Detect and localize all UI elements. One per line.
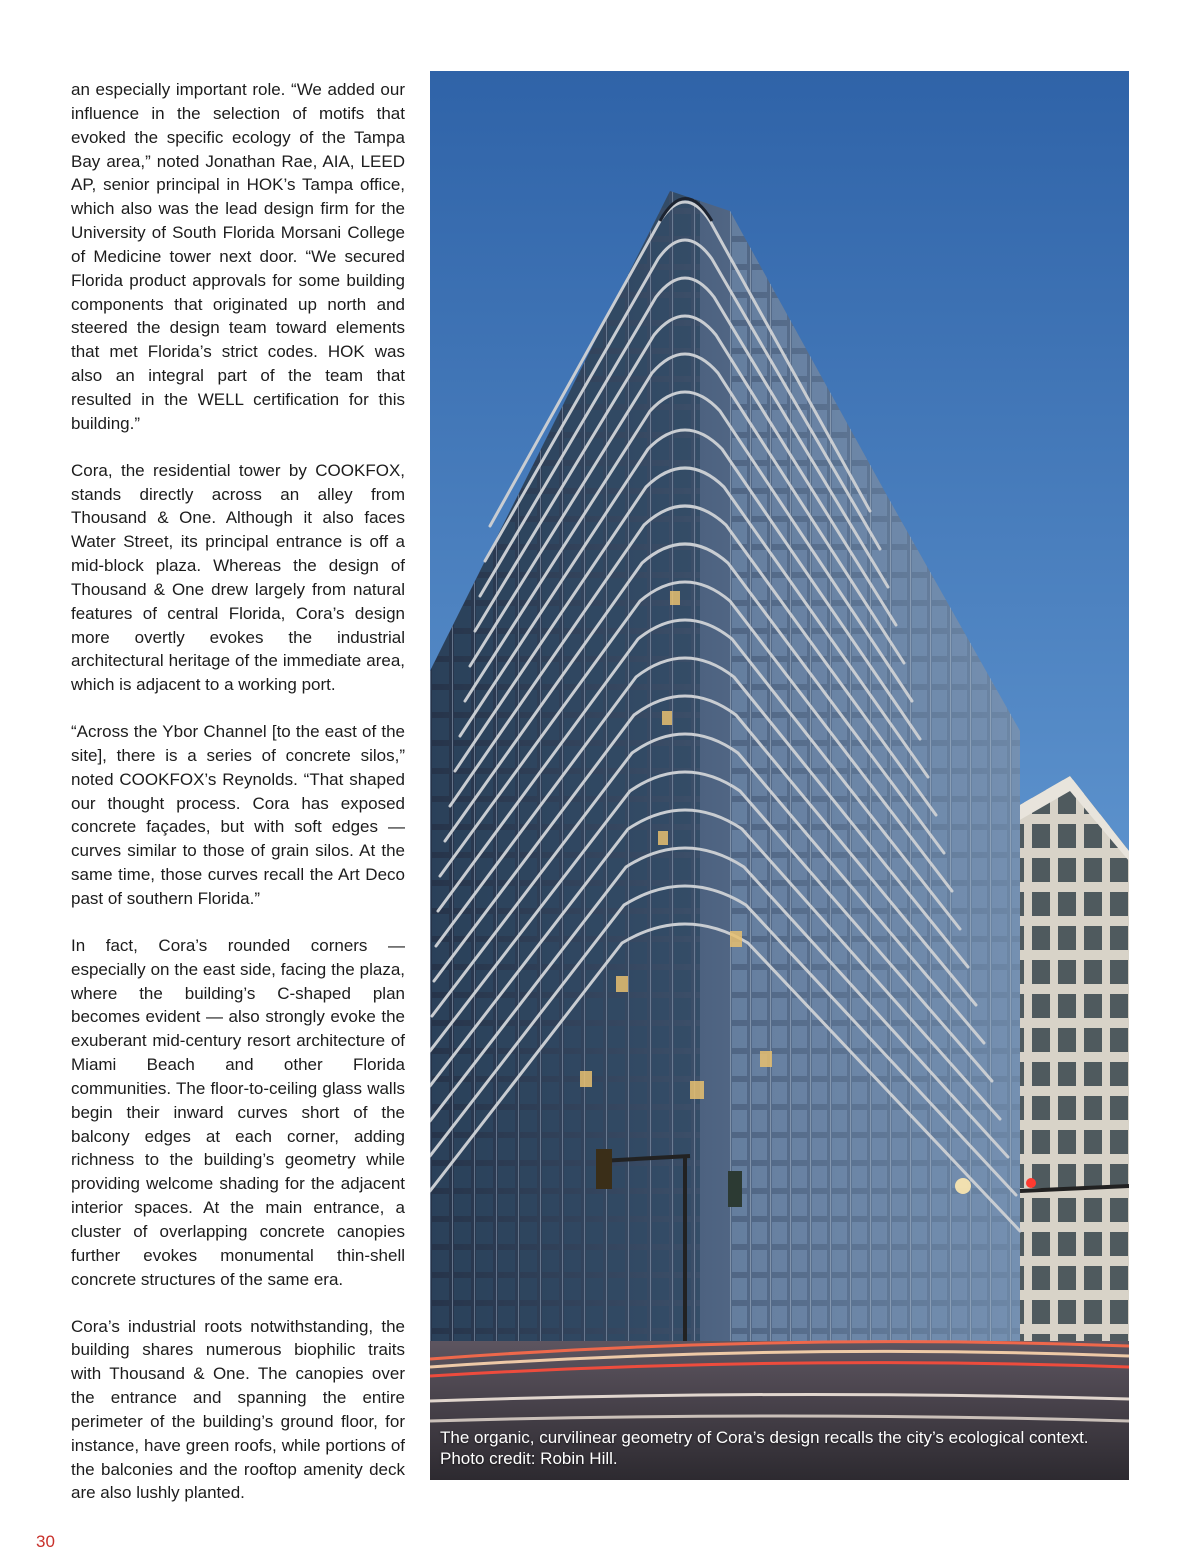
- article-paragraph-1: an especially important role. “We added our influence in the selection of motifs that evoked the specific ecology of the Tampa Bay area,” noted Jonathan Rae, AIA, LEED AP, senior principal in HOK’s Tampa office, which also was the lead design firm for the University of South Florida Morsani College of Medicine tower next door. “We secured Florida product approvals for some building components that originated up north and steered the design team toward elements that met Florida’s strict codes. HOK was also an integral part of the team that resulted in the WELL certification for this building.”: [71, 80, 405, 433]
- article-paragraph-5: Cora’s industrial roots notwithstanding, the building shares numerous biophilic traits with Thousand & One. The canopies over the entrance and spanning the entire perimeter of the building’s ground floor, for instance, have green roofs, while portions of the balconies and the rooftop amenity deck are also lushly planted.: [71, 1316, 405, 1503]
- page-number: 30: [36, 1532, 55, 1551]
- article-paragraph-3: “Across the Ybor Channel [to the east of the site], there is a series of concrete silos,” noted COOKFOX’s Reynolds. “That shaped our thought process. Cora has exposed concrete façades, but with soft edges — curves similar to those of grain silos. At the same time, those curves recall the Art Deco past of southern Florida.”: [71, 722, 405, 908]
- article-paragraph-4: In fact, Cora’s rounded corners — especially on the east side, facing the plaza, where the building’s C-shaped plan becomes evident — also strongly evoke the exuberant mid-century resort architecture of Miami Beach and other Florida communities. The floor-to-ceiling glass walls begin their inward curves short of the balcony edges at each corner, adding richness to the building’s geometry while providing welcome shading for the adjacent interior spaces. At the main entrance, a cluster of overlapping concrete canopies further evokes monumental thin-shell concrete structures of the same era.: [71, 935, 405, 1289]
- photo-caption: The organic, curvilinear geometry of Cora’s design recalls the city’s ecological context. Photo credit: Robin Hill.: [440, 1428, 1089, 1468]
- building-photo: [430, 71, 1129, 1480]
- article-column: [71, 78, 405, 1528]
- article-paragraph-2: Cora, the residential tower by COOKFOX, stands directly across an alley from Thousand & One. Although it also faces Water Street, its principal entrance is off a mid-block plaza. Whereas the design of Thousand & One drew largely from natural features of central Florida, Cora’s design more overtly evokes the industrial architectural heritage of the immediate area, which is adjacent to a working port.: [71, 460, 405, 695]
- cora-tower-illustration: [430, 71, 1129, 1480]
